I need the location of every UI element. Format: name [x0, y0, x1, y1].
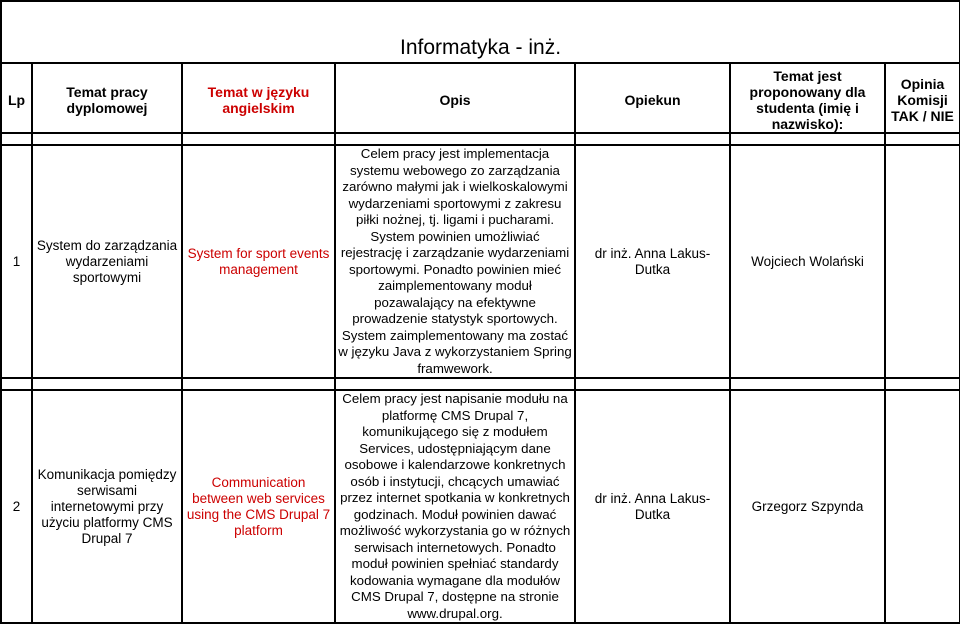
cell-temat: System do zarządzania wydarzeniami sportowymi	[32, 145, 182, 378]
cell-opiekun: dr inż. Anna Lakus-Dutka	[575, 145, 730, 378]
header-lp: Lp	[1, 63, 32, 133]
header-temat: Temat pracy dyplomowej	[32, 63, 182, 133]
table-row	[1, 390, 960, 623]
cell-student: Grzegorz Szpynda	[730, 390, 885, 623]
cell-opis: Celem pracy jest napisanie modułu na platformę CMS Drupal 7, komunikującego się z modułem Services, udostępniającym dane osobowe i kalendarzowe konkretnych osób i instytucji, chcących umawiać przez internet spotkania w konkretnych godzinach. Moduł powinien dawać możliwość wykorzystania go w różnych serwisach internetowych. Ponadto moduł powinien spełniać standardy kodowania wymagane dla modułów CMS Drupal 7, dostępne na stronie www.drupal.org.	[335, 390, 575, 623]
cell-temat-en: Communication between web services using the CMS Drupal 7 platform	[182, 390, 335, 623]
cell-temat-en: System for sport events management	[182, 145, 335, 378]
header-opinia: Opinia Komisji TAK / NIE	[885, 63, 960, 133]
cell-lp: 1	[1, 145, 32, 378]
header-opiekun: Opiekun	[575, 63, 730, 133]
cell-opinia	[885, 390, 960, 623]
table-title-cell	[1, 1, 960, 63]
header-opis: Opis	[335, 63, 575, 133]
page-title: Informatyka - inż.	[399, 36, 562, 59]
cell-opis: Celem pracy jest implementacja systemu webowego zo zarządzania zarówno małymi jak i wielkoskalowymi wydarzeniami sportowymi z zakresu piłki nożnej, tj. ligami i pucharami. System powinien umożliwiać rejestrację i zarządzanie wydarzeniami sportowymi. Ponadto powinien mieć zaimplementowany moduł pozawalający na efektywne prowadzenie statystyk sportowych. System zaimplementowany ma zostać w języku Java z wykorzystaniem Spring framwework.	[335, 145, 575, 378]
header-row	[1, 63, 960, 133]
cell-opinia	[885, 145, 960, 378]
spacer-row	[1, 133, 960, 145]
cell-temat: Komunikacja pomiędzy serwisami internetowymi przy użyciu platformy CMS Drupal 7	[32, 390, 182, 623]
header-temat-en: Temat w języku angielskim	[182, 63, 335, 133]
cell-opiekun: dr inż. Anna Lakus-Dutka	[575, 390, 730, 623]
table-row	[1, 145, 960, 378]
title-row	[1, 1, 960, 63]
cell-student: Wojciech Wolański	[730, 145, 885, 378]
header-proponowany: Temat jest proponowany dla studenta (imię i nazwisko):	[730, 63, 885, 133]
spacer-row	[1, 378, 960, 390]
cell-lp: 2	[1, 390, 32, 623]
